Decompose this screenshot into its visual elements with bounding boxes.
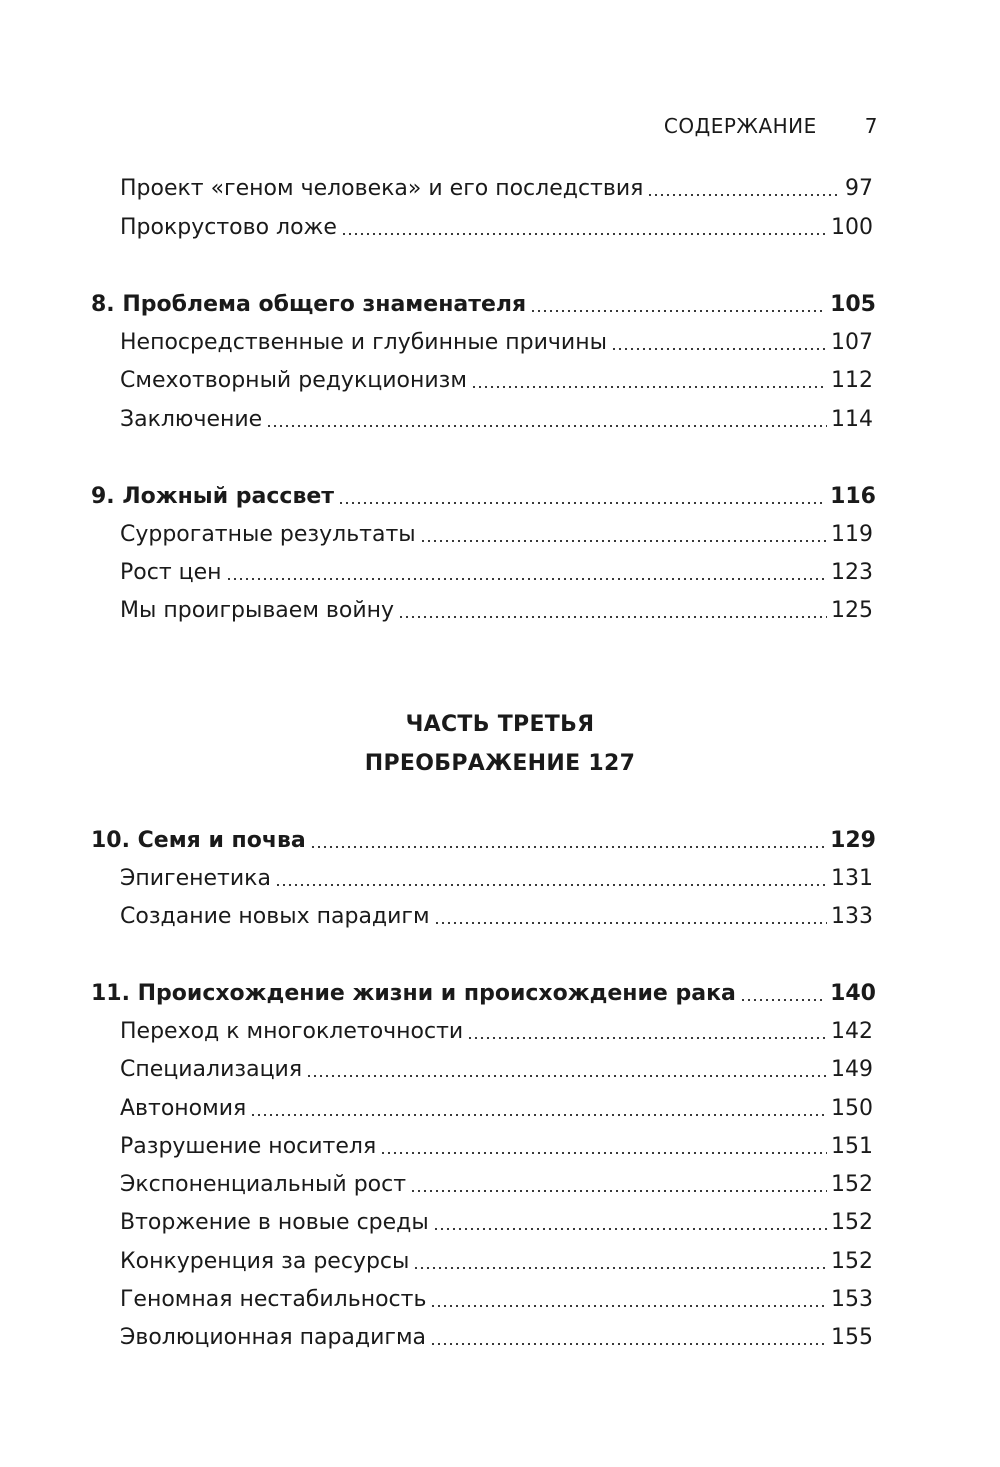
toc-entry[interactable] bbox=[120, 596, 873, 626]
dot-leader bbox=[420, 540, 827, 542]
toc-entry-title: Эволюционная парадигма bbox=[120, 1325, 427, 1350]
toc-entry[interactable] bbox=[120, 1247, 873, 1277]
dot-leader bbox=[338, 502, 826, 504]
toc-entry-title: Конкуренция за ресурсы bbox=[120, 1249, 410, 1274]
toc-entry-page: 119 bbox=[831, 522, 873, 547]
toc-entry-page: 151 bbox=[831, 1134, 873, 1159]
toc-entry-page: 123 bbox=[831, 560, 873, 585]
toc-entry[interactable] bbox=[120, 864, 873, 894]
dot-leader bbox=[410, 1190, 827, 1192]
dot-leader bbox=[398, 616, 827, 618]
toc-entry[interactable] bbox=[120, 366, 873, 396]
toc-chapter-page: 116 bbox=[830, 484, 876, 509]
toc-chapter-page: 105 bbox=[830, 292, 876, 317]
dot-leader bbox=[471, 386, 827, 388]
dot-leader bbox=[250, 1114, 827, 1116]
dot-leader bbox=[740, 999, 826, 1001]
toc-entry[interactable] bbox=[120, 1323, 873, 1353]
dot-leader bbox=[433, 1228, 827, 1230]
toc-entry[interactable] bbox=[120, 1094, 873, 1124]
dot-leader bbox=[380, 1152, 827, 1154]
dot-leader bbox=[434, 922, 827, 924]
dot-leader bbox=[430, 1305, 827, 1307]
toc-entry[interactable] bbox=[120, 213, 873, 243]
dot-leader bbox=[430, 1343, 827, 1345]
toc-chapter-entry[interactable] bbox=[91, 290, 876, 320]
toc-entry[interactable] bbox=[120, 1285, 873, 1315]
toc-entry-title: Автономия bbox=[120, 1096, 247, 1121]
toc-entry-title: Заключение bbox=[120, 407, 263, 432]
toc-entry-page: 107 bbox=[831, 330, 873, 355]
toc-chapter-entry[interactable] bbox=[91, 482, 876, 512]
toc-entry-title: Специализация bbox=[120, 1057, 303, 1082]
toc-entry-title: Суррогатные результаты bbox=[120, 522, 416, 547]
toc-entry[interactable] bbox=[120, 902, 873, 932]
toc-entry-title: Проект «геном человека» и его последствия bbox=[120, 176, 644, 201]
toc-entry-page: 149 bbox=[831, 1057, 873, 1082]
toc-entry[interactable] bbox=[120, 1017, 873, 1047]
dot-leader bbox=[310, 846, 826, 848]
toc-chapter-title: 8. Проблема общего знаменателя bbox=[91, 292, 527, 317]
toc-entry[interactable] bbox=[120, 405, 873, 435]
toc-entry-page: 152 bbox=[831, 1172, 873, 1197]
toc-entry-page: 142 bbox=[831, 1019, 873, 1044]
toc-entry-title: Переход к многоклеточности bbox=[120, 1019, 464, 1044]
toc-entry-page: 114 bbox=[831, 407, 873, 432]
toc-entry[interactable] bbox=[120, 328, 873, 358]
toc-entry[interactable] bbox=[120, 1170, 873, 1200]
toc-entry-title: Непосредственные и глубинные причины bbox=[120, 330, 607, 355]
toc-entry-title: Мы проигрываем войну bbox=[120, 598, 395, 623]
toc-entry-page: 152 bbox=[831, 1210, 873, 1235]
toc-entry-page: 100 bbox=[831, 215, 873, 240]
toc-entry[interactable] bbox=[120, 1132, 873, 1162]
page-number: 7 bbox=[864, 114, 878, 138]
toc-entry-title: Прокрустово ложе bbox=[120, 215, 337, 240]
dot-leader bbox=[413, 1267, 827, 1269]
toc-entry-page: 152 bbox=[831, 1249, 873, 1274]
toc-entry-page: 153 bbox=[831, 1287, 873, 1312]
toc-entry-title: Геномная нестабильность bbox=[120, 1287, 427, 1312]
dot-leader bbox=[647, 194, 841, 196]
toc-chapter-entry[interactable] bbox=[91, 979, 876, 1009]
dot-leader bbox=[341, 233, 827, 235]
running-head-title: СОДЕРЖАНИЕ bbox=[663, 114, 817, 138]
toc-entry-page: 150 bbox=[831, 1096, 873, 1121]
toc-entry-page: 131 bbox=[831, 866, 873, 891]
toc-entry-page: 155 bbox=[831, 1325, 873, 1350]
toc-entry-title: Эпигенетика bbox=[120, 866, 271, 891]
dot-leader bbox=[530, 310, 826, 312]
dot-leader bbox=[266, 425, 827, 427]
toc-chapter-page: 140 bbox=[830, 981, 876, 1006]
toc-entry[interactable] bbox=[120, 520, 873, 550]
toc-entry-title: Рост цен bbox=[120, 560, 222, 585]
toc-entry-title: Разрушение носителя bbox=[120, 1134, 377, 1159]
toc-chapter-page: 129 bbox=[830, 828, 876, 853]
toc-chapter-title: 10. Семя и почва bbox=[91, 828, 306, 853]
dot-leader bbox=[306, 1075, 827, 1077]
toc-entry-title: Создание новых парадигм bbox=[120, 904, 430, 929]
dot-leader bbox=[275, 884, 827, 886]
toc-entry[interactable] bbox=[120, 174, 873, 204]
toc-entry-page: 133 bbox=[831, 904, 873, 929]
toc-entry-page: 125 bbox=[831, 598, 873, 623]
running-head bbox=[0, 114, 878, 138]
part-label: ЧАСТЬ ТРЕТЬЯ bbox=[405, 712, 595, 737]
toc-chapter-entry[interactable] bbox=[91, 826, 876, 856]
toc-entry-page: 97 bbox=[845, 176, 873, 201]
dot-leader bbox=[611, 348, 827, 350]
toc-entry[interactable] bbox=[120, 558, 873, 588]
toc-entry-title: Смехотворный редукционизм bbox=[120, 368, 467, 393]
toc-entry[interactable] bbox=[120, 1208, 873, 1238]
toc-entry-title: Экспоненциальный рост bbox=[120, 1172, 407, 1197]
toc-chapter-title: 11. Происхождение жизни и происхождение рака bbox=[91, 981, 736, 1006]
toc-entry-page: 112 bbox=[831, 368, 873, 393]
toc-entry-title: Вторжение в новые среды bbox=[120, 1210, 429, 1235]
toc-chapter-title: 9. Ложный рассвет bbox=[91, 484, 335, 509]
toc-entry[interactable] bbox=[120, 1055, 873, 1085]
dot-leader bbox=[467, 1037, 827, 1039]
part-title[interactable]: ПРЕОБРАЖЕНИЕ 127 bbox=[364, 751, 636, 776]
dot-leader bbox=[226, 578, 827, 580]
